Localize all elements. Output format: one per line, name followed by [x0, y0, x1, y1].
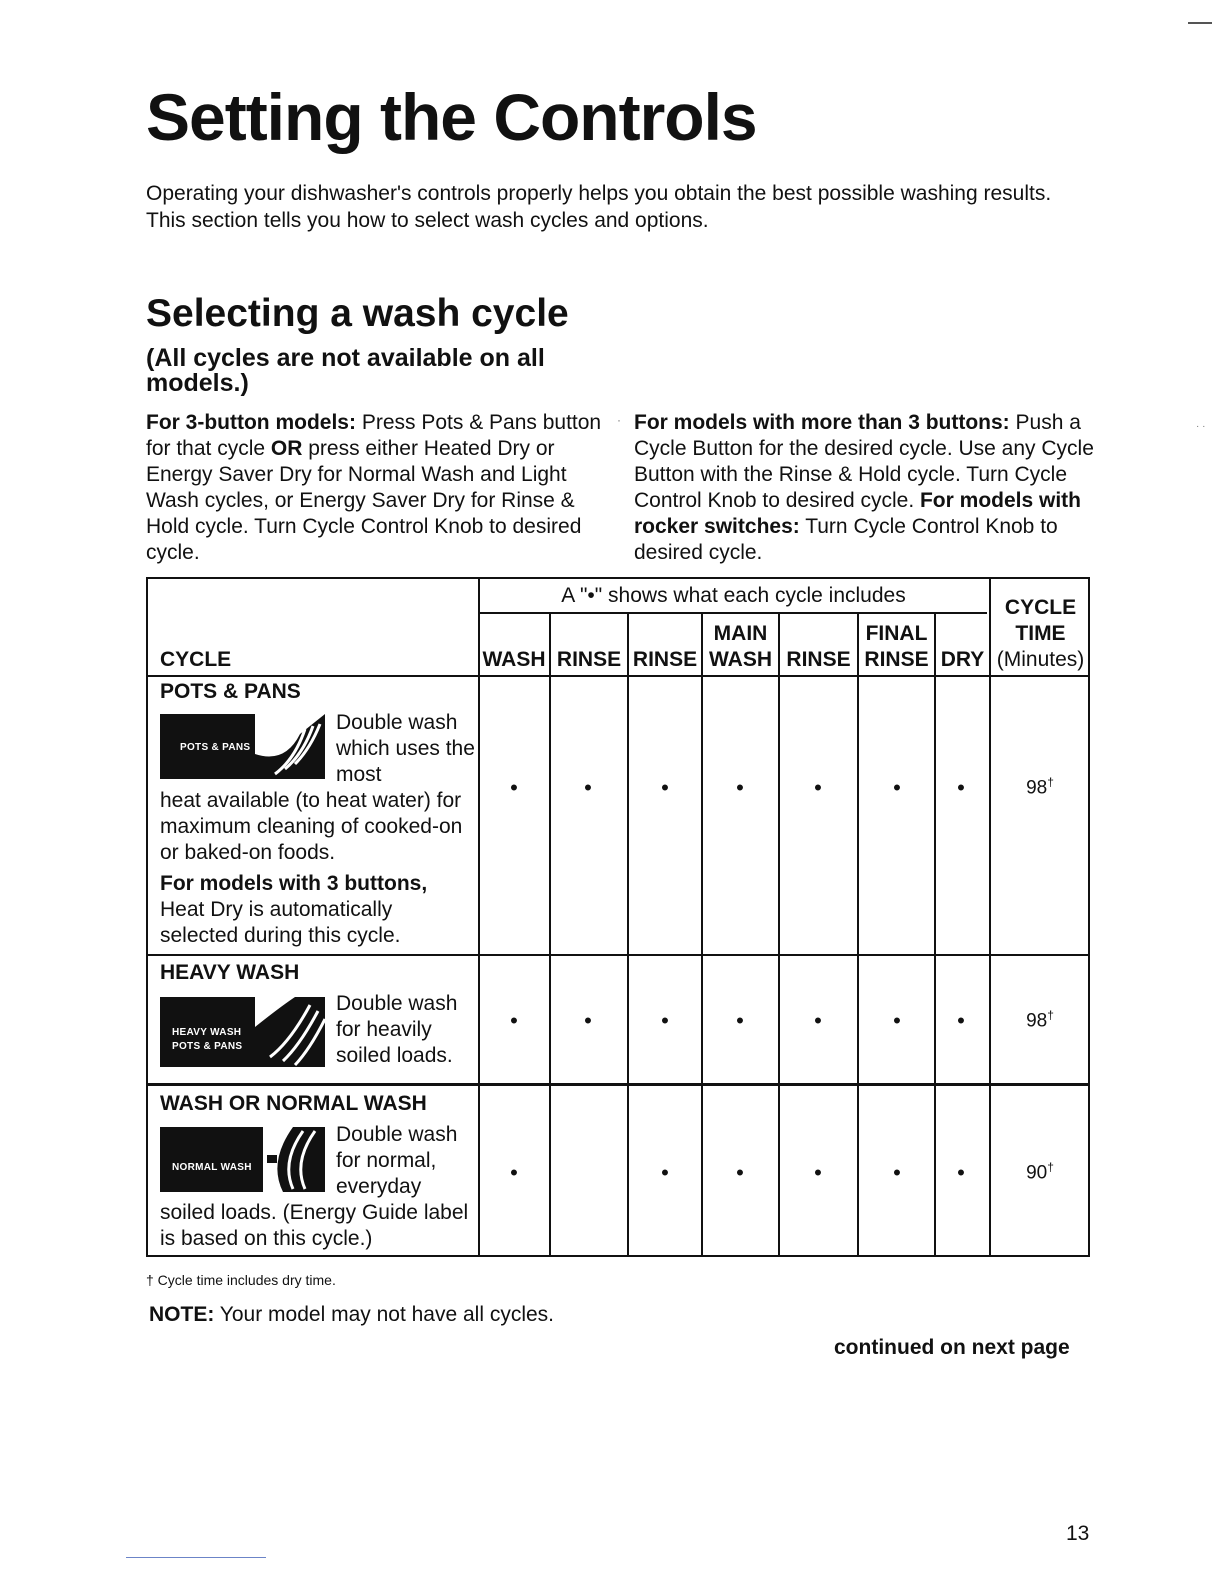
dry-time-mark: † — [1047, 1008, 1054, 1022]
table-legend: A "•" shows what each cycle includes — [561, 584, 906, 607]
included-dot: • — [814, 1160, 822, 1185]
cycle-description: Double wash which uses the most — [336, 711, 475, 786]
column-divider — [989, 579, 991, 1255]
cycle-description-continued: soiled loads. (Energy Guide label is based on this cycle.) — [160, 1201, 469, 1250]
included-dot: • — [584, 775, 592, 800]
included-dot: • — [661, 1008, 669, 1033]
pots-pans-button-icon — [160, 714, 325, 779]
rocker-switch-lead: For models with rocker switches: — [634, 489, 1081, 538]
col-header-line2: DRY — [940, 648, 985, 671]
page-number: 13 — [1066, 1522, 1090, 1545]
col-header-line1 — [479, 621, 549, 647]
dry-time-mark: † — [1047, 1160, 1054, 1174]
header-rule — [148, 675, 1088, 677]
col-header-main-wash — [703, 621, 778, 673]
col-header-dry — [936, 621, 989, 673]
multi-button-text: Push a Cycle Button for the desired cycle. Use any Cycle Button with the Rinse & Hold cycle. Turn Cycle Control Knob to desired cycle. — [634, 411, 1094, 512]
column-divider — [701, 614, 703, 1255]
col-header-rinse-3 — [780, 621, 857, 673]
column-divider — [857, 614, 859, 1255]
cycle-time — [990, 1008, 1090, 1032]
cycle-description: Double wash for heavily soiled loads. — [336, 992, 458, 1067]
col-header-line2: RINSE — [864, 648, 929, 671]
cycle-time-value: 98 — [1026, 1010, 1048, 1032]
three-button-note-lead: For models with 3 buttons, — [160, 872, 428, 895]
cycle-time — [990, 775, 1090, 799]
col-header-final-rinse — [859, 621, 934, 673]
note-text: Your model may not have all cycles. — [214, 1303, 555, 1326]
col-header-rinse-1 — [551, 621, 627, 673]
col-header-rinse-2 — [629, 621, 701, 673]
included-dot: • — [510, 1160, 518, 1185]
dry-time-mark: † — [1047, 775, 1054, 789]
model-note — [149, 1303, 554, 1327]
cycle-table — [146, 577, 1090, 1257]
included-dot: • — [814, 1008, 822, 1033]
cycle-description: Double wash for normal, everyday — [336, 1123, 458, 1198]
wash-spray-icon — [263, 1127, 325, 1192]
multi-button-lead: For models with more than 3 buttons: — [634, 411, 1010, 434]
scan-speck: · — [617, 413, 621, 427]
col-header-line1 — [551, 621, 627, 647]
row-rule — [148, 1083, 1088, 1086]
cycle-description-continued: heat available (to heat water) for maximum cleaning of cooked-on or baked-on foods. — [160, 789, 463, 864]
included-dot: • — [584, 1008, 592, 1033]
icon-label: NORMAL WASH — [172, 1162, 252, 1173]
col-header-wash — [479, 621, 549, 673]
scan-speck: · · — [1196, 421, 1206, 432]
included-dot: • — [893, 1008, 901, 1033]
column-divider — [627, 614, 629, 1255]
col-header-line1: FINAL — [865, 622, 928, 645]
heavy-wash-button-icon — [160, 997, 325, 1067]
intro-paragraph: Operating your dishwasher's controls properly helps you obtain the best possible washing results. This section tells you how to select wash cycles and options. — [146, 182, 1052, 232]
included-dot: • — [957, 1008, 965, 1033]
col-header-line1: MAIN — [713, 622, 768, 645]
three-button-instructions — [146, 410, 606, 566]
note-label: NOTE: — [149, 1303, 215, 1326]
three-button-lead: For 3-button models: — [146, 411, 356, 434]
cycle-name: POTS & PANS — [160, 680, 301, 703]
col-header-line2: RINSE — [556, 648, 622, 671]
page-corner-mark — [1188, 22, 1212, 24]
col-header-line1 — [936, 621, 989, 647]
included-dot: • — [893, 1160, 901, 1185]
bottom-rule — [126, 1557, 266, 1558]
section-subtitle: (All cycles are not available on all models.) — [146, 344, 545, 397]
three-button-note — [160, 871, 475, 949]
cycle-time-value: 98 — [1026, 777, 1048, 799]
row-rule — [148, 954, 1088, 956]
continued-notice: continued on next page — [834, 1336, 1070, 1359]
multi-button-instructions — [634, 410, 1104, 566]
normal-wash-button-icon — [160, 1127, 325, 1192]
column-divider — [478, 579, 480, 1255]
included-dot: • — [736, 1160, 744, 1185]
cycle-time-header-line3: (Minutes) — [996, 648, 1085, 671]
icon-label: POTS & PANS — [180, 742, 251, 753]
col-header-line2: RINSE — [632, 648, 698, 671]
icon-label-secondary: POTS & PANS — [172, 1041, 243, 1052]
wash-spray-icon — [255, 714, 325, 779]
included-dot: • — [893, 775, 901, 800]
footnote: † Cycle time includes dry time. — [146, 1272, 336, 1288]
col-header-line2: RINSE — [786, 648, 851, 671]
cycle-time-header — [991, 595, 1090, 673]
included-dot: • — [510, 1008, 518, 1033]
three-button-note-text: Heat Dry is automatically selected during this cycle. — [160, 898, 401, 947]
cycle-time-header-line2: TIME — [1015, 622, 1066, 645]
column-divider — [934, 614, 936, 1255]
legend-rule — [478, 612, 987, 614]
cycle-time — [990, 1160, 1090, 1184]
cycle-column-header: CYCLE — [160, 648, 232, 671]
cycle-time-value: 90 — [1026, 1162, 1048, 1184]
page-title: Setting the Controls — [146, 80, 757, 154]
three-button-text-2: press either Heated Dry or Energy Saver Dry for Normal Wash and Light Wash cycles, or Energy Saver Dry for Rinse & Hold cycle. Turn Cycle Control Knob to desired cycle. — [146, 437, 582, 564]
included-dot: • — [814, 775, 822, 800]
included-dot: • — [736, 1008, 744, 1033]
included-dot: • — [510, 775, 518, 800]
section-title: Selecting a wash cycle — [146, 292, 569, 335]
rocker-switch-text: Turn Cycle Control Knob to desired cycle. — [634, 515, 1058, 564]
included-dot: • — [736, 775, 744, 800]
column-divider — [549, 614, 551, 1255]
or-emphasis: OR — [270, 437, 303, 460]
column-divider — [778, 614, 780, 1255]
col-header-line1 — [780, 621, 857, 647]
included-dot: • — [957, 1160, 965, 1185]
cycle-name: WASH OR NORMAL WASH — [160, 1092, 427, 1115]
col-header-line1 — [629, 621, 701, 647]
included-dot: • — [661, 1160, 669, 1185]
cycle-name: HEAVY WASH — [160, 961, 300, 984]
included-dot: • — [661, 775, 669, 800]
col-header-line2: WASH — [482, 648, 546, 671]
included-dot: • — [957, 775, 965, 800]
col-header-line2: WASH — [709, 648, 772, 671]
three-button-text-1: Press Pots & Pans button for that cycle — [146, 411, 602, 460]
icon-label: HEAVY WASH — [172, 1027, 242, 1038]
wash-spray-icon — [255, 997, 325, 1067]
cycle-time-header-line1: CYCLE — [1004, 596, 1077, 619]
